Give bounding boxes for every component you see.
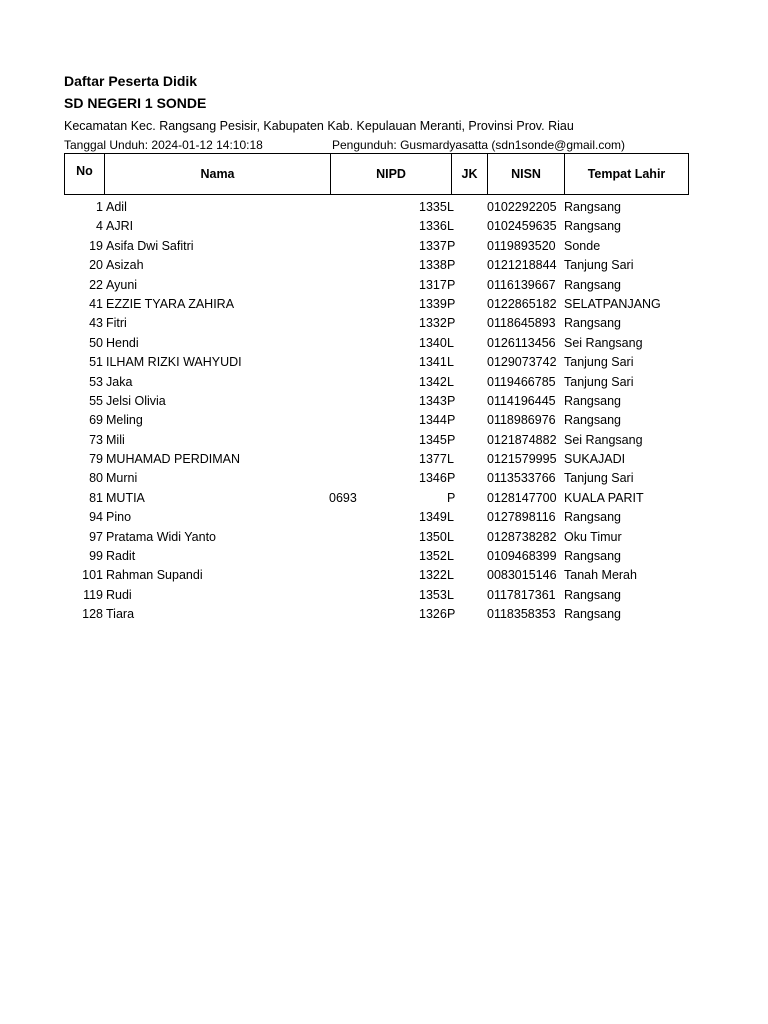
cell-nisn: 0116139667 xyxy=(487,277,556,292)
cell-nisn: 0128738282 xyxy=(487,529,557,544)
cell-jk: P xyxy=(447,432,456,447)
document-page xyxy=(64,72,688,625)
header-jk: JK xyxy=(452,154,488,195)
cell-tempat-lahir: Tanjung Sari xyxy=(564,355,634,370)
cell-nisn: 0083015146 xyxy=(487,568,557,583)
cell-code: 1353 xyxy=(419,587,447,602)
cell-no: 94 xyxy=(89,510,103,525)
cell-tempat-lahir: Rangsang xyxy=(564,587,621,602)
table-row xyxy=(64,469,688,488)
cell-jk: P xyxy=(447,413,456,428)
cell-tempat-lahir: Sei Rangsang xyxy=(564,432,643,447)
cell-code: 1343 xyxy=(419,393,447,408)
cell-nisn: 0128147700 xyxy=(487,490,557,505)
cell-nipd xyxy=(329,198,419,217)
cell-code: 1377 xyxy=(419,452,447,467)
cell-jk: L xyxy=(447,587,454,602)
table-row xyxy=(64,256,688,275)
header-nisn: NISN xyxy=(488,154,565,195)
cell-nama: Meling xyxy=(106,413,143,428)
cell-tempat-lahir: SUKAJADI xyxy=(564,452,626,467)
cell-nisn: 0119893520 xyxy=(487,238,556,253)
cell-no: 1 xyxy=(96,200,103,214)
table-row xyxy=(64,217,688,236)
cell-code: 1342 xyxy=(419,374,447,389)
cell-tempat-lahir: Tanah Merah xyxy=(564,568,637,583)
cell-jk: L xyxy=(447,200,454,214)
table-row xyxy=(64,373,688,392)
cell-nama: Fitri xyxy=(106,316,127,331)
cell-nipd xyxy=(329,528,419,547)
cell-code: 1337 xyxy=(419,238,447,253)
region-line: Kecamatan Kec. Rangsang Pesisir, Kabupaten Kab. Kepulauan Meranti, Provinsi Prov. Riau xyxy=(64,119,574,133)
table-header xyxy=(64,153,689,195)
cell-nisn: 0102459635 xyxy=(487,219,557,234)
school-name: SD NEGERI 1 SONDE xyxy=(64,95,207,111)
meta-line xyxy=(64,138,688,153)
cell-nisn: 0126113456 xyxy=(487,335,556,350)
cell-tempat-lahir: Rangsang xyxy=(564,200,621,214)
table-row xyxy=(64,334,688,353)
cell-jk: P xyxy=(447,607,456,622)
cell-jk: P xyxy=(447,258,456,273)
cell-nama: Murni xyxy=(106,471,138,486)
cell-no: 43 xyxy=(89,316,103,331)
cell-code: 1336 xyxy=(419,219,447,234)
cell-nama: Rahman Supandi xyxy=(106,568,203,583)
cell-no: 69 xyxy=(89,413,103,428)
table-row xyxy=(64,508,688,527)
cell-nisn: 0121579995 xyxy=(487,452,557,467)
cell-code: 1345 xyxy=(419,432,447,447)
cell-no: 50 xyxy=(89,335,103,350)
cell-jk: L xyxy=(447,568,454,583)
cell-nipd xyxy=(329,314,419,333)
cell-no: 55 xyxy=(89,393,103,408)
cell-nipd xyxy=(329,256,419,275)
cell-jk: P xyxy=(447,471,456,486)
cell-tempat-lahir: Rangsang xyxy=(564,607,621,622)
cell-jk: L xyxy=(447,510,454,525)
cell-no: 99 xyxy=(89,549,103,564)
cell-code: 1340 xyxy=(419,335,447,350)
cell-nipd xyxy=(329,547,419,566)
table-row xyxy=(64,198,688,217)
downloader-info: Pengunduh: Gusmardyasatta (sdn1sonde@gmail.com) xyxy=(332,138,626,152)
cell-nisn: 0119466785 xyxy=(487,374,556,389)
cell-nisn: 0118986976 xyxy=(487,413,556,428)
cell-nama: Radit xyxy=(106,549,136,564)
cell-nama: Jelsi Olivia xyxy=(106,393,166,408)
cell-no: 73 xyxy=(89,432,103,447)
cell-nama: Asizah xyxy=(106,258,144,273)
cell-nipd xyxy=(329,276,419,295)
cell-nama: MUTIA xyxy=(106,490,145,505)
table-row xyxy=(64,605,688,624)
download-date: Tanggal Unduh: 2024-01-12 14:10:18 xyxy=(64,138,263,152)
table-row xyxy=(64,295,688,314)
cell-nipd xyxy=(329,217,419,236)
cell-no: 20 xyxy=(89,258,103,273)
cell-no: 97 xyxy=(89,529,103,544)
cell-nisn: 0121874882 xyxy=(487,432,557,447)
cell-jk: P xyxy=(447,490,456,505)
table-row xyxy=(64,392,688,411)
table-row xyxy=(64,431,688,450)
cell-nipd xyxy=(329,586,419,605)
cell-nisn: 0102292205 xyxy=(487,200,557,214)
cell-nipd: 0693 xyxy=(329,490,357,505)
cell-code: 1335 xyxy=(419,200,447,214)
cell-jk: P xyxy=(447,238,456,253)
cell-jk: L xyxy=(447,335,454,350)
cell-code: 1349 xyxy=(419,510,447,525)
table-row xyxy=(64,489,688,508)
cell-nama: AJRI xyxy=(106,219,134,234)
cell-code: 1339 xyxy=(419,296,447,311)
cell-nama: Ayuni xyxy=(106,277,138,292)
table-row xyxy=(64,528,688,547)
cell-code: 1341 xyxy=(419,355,447,370)
cell-nama: Rudi xyxy=(106,587,132,602)
header-nipd: NIPD xyxy=(331,154,452,195)
cell-nama: Tiara xyxy=(106,607,135,622)
table-row xyxy=(64,586,688,605)
cell-nama: Jaka xyxy=(106,374,133,389)
cell-tempat-lahir: Tanjung Sari xyxy=(564,471,634,486)
cell-nipd xyxy=(329,295,419,314)
cell-nama: EZZIE TYARA ZAHIRA xyxy=(106,296,235,311)
table-row xyxy=(64,547,688,566)
cell-nama: Pino xyxy=(106,510,132,525)
cell-code: 1338 xyxy=(419,258,447,273)
cell-tempat-lahir: Sonde xyxy=(564,238,601,253)
cell-code: 1326 xyxy=(419,607,447,622)
cell-code: 1317 xyxy=(419,277,447,292)
table-row xyxy=(64,450,688,469)
cell-tempat-lahir: Sei Rangsang xyxy=(564,335,643,350)
table-row xyxy=(64,314,688,333)
cell-nama: MUHAMAD PERDIMAN xyxy=(106,452,241,467)
cell-tempat-lahir: SELATPANJANG xyxy=(564,296,661,311)
cell-code: 1322 xyxy=(419,568,447,583)
cell-no: 4 xyxy=(96,219,103,234)
cell-tempat-lahir: Rangsang xyxy=(564,316,621,331)
cell-nisn: 0118645893 xyxy=(487,316,556,331)
cell-nisn: 0122865182 xyxy=(487,296,557,311)
cell-tempat-lahir: Tanjung Sari xyxy=(564,258,634,273)
cell-tempat-lahir: Rangsang xyxy=(564,510,621,525)
cell-code: 1344 xyxy=(419,413,447,428)
cell-nisn: 0109468399 xyxy=(487,549,557,564)
cell-code: 1352 xyxy=(419,549,447,564)
cell-no: 79 xyxy=(89,452,103,467)
table-row xyxy=(64,237,688,256)
cell-no: 128 xyxy=(82,607,103,622)
cell-jk: L xyxy=(447,452,454,467)
cell-nipd xyxy=(329,373,419,392)
cell-no: 51 xyxy=(89,355,103,370)
cell-nisn: 0118358353 xyxy=(487,607,556,622)
cell-nisn: 0114196445 xyxy=(487,393,556,408)
cell-tempat-lahir: Rangsang xyxy=(564,219,621,234)
cell-no: 80 xyxy=(89,471,103,486)
cell-code: 1346 xyxy=(419,471,447,486)
cell-nipd xyxy=(329,508,419,527)
table-row xyxy=(64,411,688,430)
cell-nipd xyxy=(329,411,419,430)
cell-nisn: 0127898116 xyxy=(487,510,556,525)
cell-nama: Asifa Dwi Safitri xyxy=(106,238,194,253)
cell-no: 22 xyxy=(89,277,103,292)
cell-nipd xyxy=(329,431,419,450)
cell-no: 119 xyxy=(83,587,103,602)
cell-tempat-lahir: Rangsang xyxy=(564,413,621,428)
document-title: Daftar Peserta Didik xyxy=(64,73,198,89)
cell-jk: L xyxy=(447,549,454,564)
cell-nipd xyxy=(329,469,419,488)
cell-jk: L xyxy=(447,529,454,544)
cell-jk: L xyxy=(447,355,454,370)
cell-jk: P xyxy=(447,393,456,408)
cell-code: 1350 xyxy=(419,529,447,544)
cell-nipd xyxy=(329,334,419,353)
header-nama: Nama xyxy=(105,154,331,195)
cell-tempat-lahir: Tanjung Sari xyxy=(564,374,634,389)
cell-tempat-lahir: Oku Timur xyxy=(564,529,622,544)
cell-nipd xyxy=(329,392,419,411)
cell-nisn: 0113533766 xyxy=(487,471,556,486)
cell-jk: L xyxy=(447,374,454,389)
cell-nama: Hendi xyxy=(106,335,139,350)
cell-tempat-lahir: KUALA PARIT xyxy=(564,490,644,505)
cell-tempat-lahir: Rangsang xyxy=(564,393,621,408)
cell-nisn: 0117817361 xyxy=(487,587,556,602)
cell-tempat-lahir: Rangsang xyxy=(564,277,621,292)
cell-nipd xyxy=(329,353,419,372)
cell-nama: ILHAM RIZKI WAHYUDI xyxy=(106,355,242,370)
cell-nipd xyxy=(329,450,419,469)
cell-jk: P xyxy=(447,277,456,292)
cell-no: 81 xyxy=(89,490,103,505)
cell-jk: P xyxy=(447,316,456,331)
cell-nama: Adil xyxy=(106,200,127,214)
header-tempat-lahir: Tempat Lahir xyxy=(565,154,689,195)
cell-nama: Mili xyxy=(106,432,125,447)
cell-nipd xyxy=(329,566,419,585)
cell-no: 101 xyxy=(82,568,103,583)
cell-tempat-lahir: Rangsang xyxy=(564,549,621,564)
cell-no: 41 xyxy=(89,296,103,311)
table-row xyxy=(64,276,688,295)
cell-code xyxy=(419,489,445,508)
cell-no: 19 xyxy=(89,238,103,253)
cell-nipd xyxy=(329,605,419,624)
cell-nama: Pratama Widi Yanto xyxy=(106,529,217,544)
cell-nisn: 0121218844 xyxy=(487,258,557,273)
cell-jk: P xyxy=(447,296,456,311)
cell-nipd xyxy=(329,237,419,256)
cell-code: 1332 xyxy=(419,316,447,331)
cell-nisn: 0129073742 xyxy=(487,355,557,370)
table-row xyxy=(64,566,688,585)
table-row xyxy=(64,353,688,372)
header-no: No xyxy=(65,154,105,195)
cell-jk: L xyxy=(447,219,454,234)
student-list xyxy=(64,198,688,625)
cell-no: 53 xyxy=(89,374,103,389)
